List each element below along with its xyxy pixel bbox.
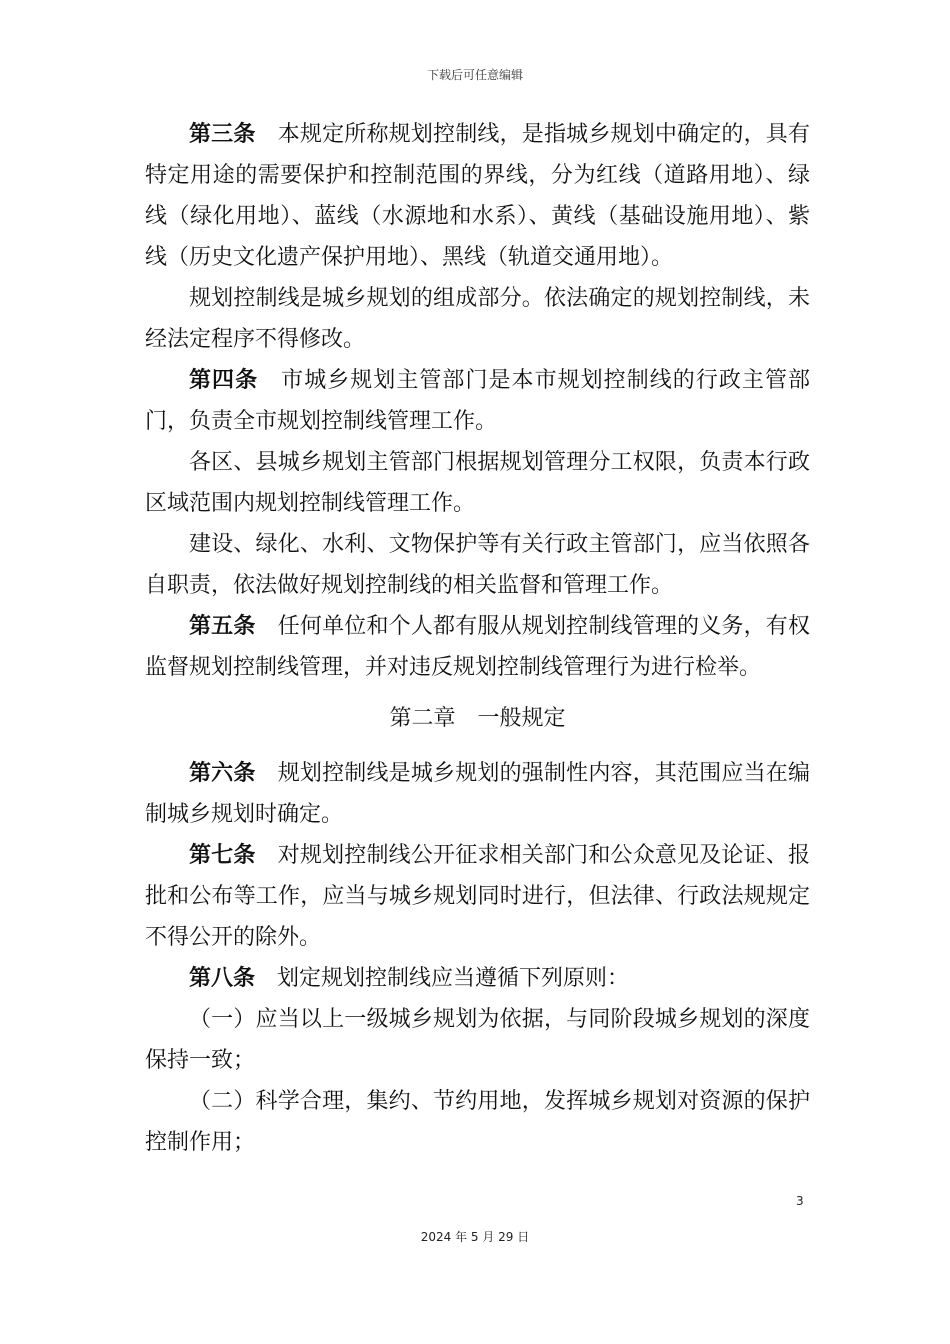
list-item: （二）科学合理，集约、节约用地，发挥城乡规划对资源的保护控制作用；	[145, 1089, 810, 1155]
paragraph: 规划控制线是城乡规划的组成部分。依法确定的规划控制线，未经法定程序不得修改。	[145, 286, 810, 352]
chapter-title: 一般规定	[477, 706, 566, 731]
page-number: 3	[796, 1194, 804, 1208]
paragraph-text: 任何单位和个人都有服从规划控制线管理的义务，有权监督规划控制线管理，并对违反规划控制线管理行为进行检举。	[145, 614, 810, 680]
paragraph-text: 划定规划控制线应当遵循下列原则：	[277, 966, 630, 991]
chapter-heading	[145, 698, 810, 739]
paragraph-article-5	[145, 606, 810, 688]
paragraph-text: 对规划控制线公开征求相关部门和公众意见及论证、报批和公布等工作，应当与城乡规划同时进行，但法律、行政法规规定不得公开的除外。	[145, 843, 810, 950]
paragraph: 建设、绿化、水利、文物保护等有关行政主管部门，应当依照各自职责，依法做好规划控制线的相关监督和管理工作。	[145, 532, 810, 598]
paragraph-article-7	[145, 835, 810, 958]
article-heading: 第五条	[189, 614, 256, 639]
paragraph-article-8	[145, 958, 810, 999]
paragraph-article-4	[145, 360, 810, 442]
article-heading: 第八条	[189, 966, 256, 991]
article-heading: 第六条	[189, 761, 256, 786]
paragraph-text: 市城乡规划主管部门是本市规划控制线的行政主管部门，负责全市规划控制线管理工作。	[145, 368, 810, 434]
page-footer-date: 2024 年 5 月 29 日	[420, 1230, 530, 1244]
paragraph-text: 规划控制线是城乡规划的强制性内容，其范围应当在编制城乡规划时确定。	[145, 761, 810, 827]
paragraph: 各区、县城乡规划主管部门根据规划管理分工权限，负责本行政区域范围内规划控制线管理工作。	[145, 450, 810, 516]
list-item: （一）应当以上一级城乡规划为依据，与同阶段城乡规划的深度保持一致；	[145, 1007, 810, 1073]
paragraph-article-6	[145, 753, 810, 835]
paragraph-article-3	[145, 114, 810, 278]
article-heading: 第三条	[189, 122, 256, 147]
article-heading: 第七条	[189, 843, 256, 868]
paragraph-text: 本规定所称规划控制线，是指城乡规划中确定的，具有特定用途的需要保护和控制范围的界线，分为红线（道路用地）、绿线（绿化用地）、蓝线（水源地和水系）、黄线（基础设施用地）、紫线（历史文化遗产保护用地）、黑线（轨道交通用地）。	[145, 122, 810, 270]
page-header: 下载后可任意编辑	[426, 68, 523, 82]
article-heading: 第四条	[189, 368, 259, 393]
chapter-number: 第二章	[389, 706, 456, 731]
document-body	[145, 114, 810, 1163]
